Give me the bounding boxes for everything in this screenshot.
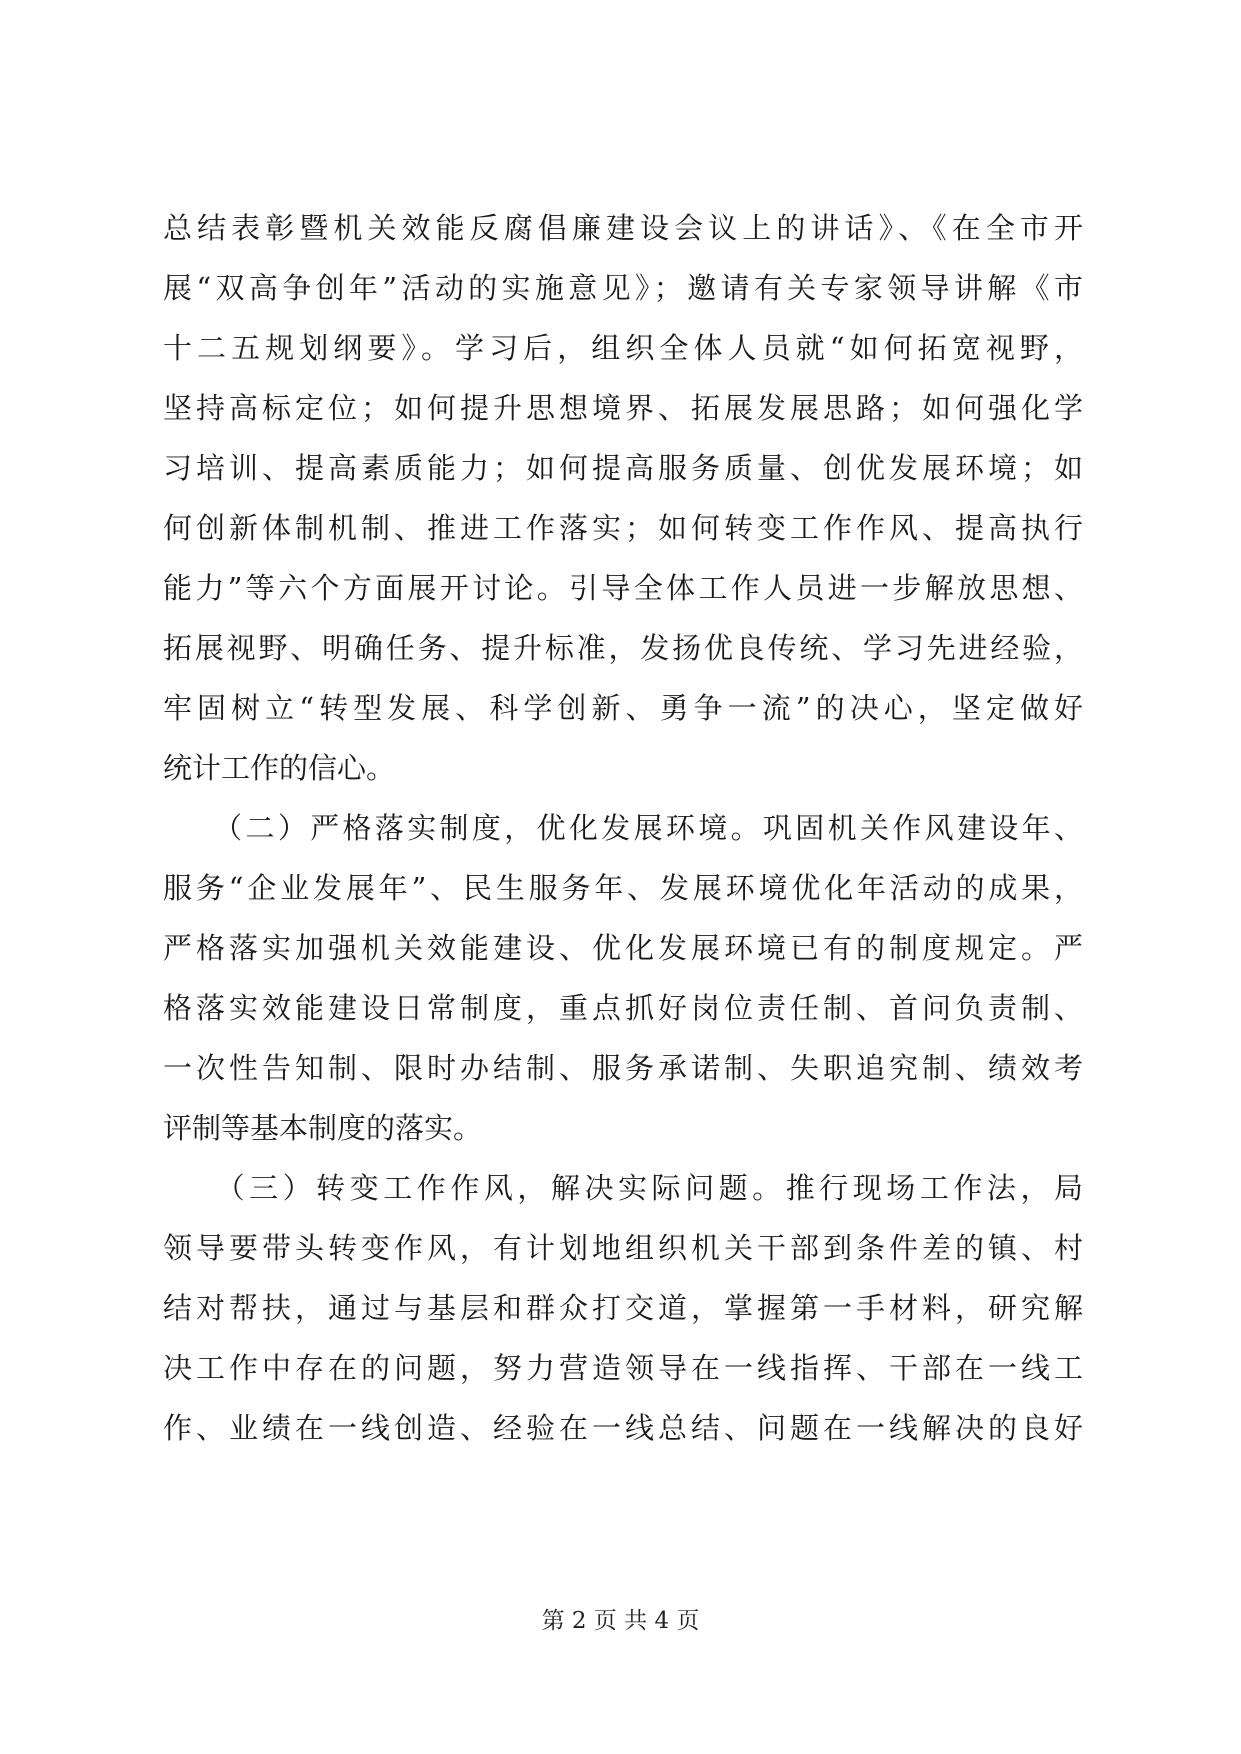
page-number-footer: 第 2 页 共 4 页 bbox=[541, 1608, 700, 1634]
text-line: 领导要带头转变作风，有计划地组织机关干部到条件差的镇、村 bbox=[163, 1231, 1083, 1265]
text-line: 牢固树立“转型发展、科学创新、勇争一流”的决心，坚定做好 bbox=[163, 691, 1083, 725]
text-line: 展“双高争创年”活动的实施意见》；邀请有关专家领导讲解《市 bbox=[163, 271, 1083, 305]
paragraph-1 bbox=[163, 198, 1083, 798]
paragraph-3 bbox=[163, 1158, 1083, 1458]
text-line: 能力”等六个方面展开讨论。引导全体工作人员进一步解放思想、 bbox=[163, 571, 1083, 605]
text-line: 坚持高标定位；如何提升思想境界、拓展发展思路；如何强化学 bbox=[163, 391, 1083, 425]
text-line: 结对帮扶，通过与基层和群众打交道，掌握第一手材料，研究解 bbox=[163, 1291, 1083, 1325]
text-line: 十二五规划纲要》。学习后，组织全体人员就“如何拓宽视野， bbox=[163, 331, 1083, 365]
text-line: 严格落实加强机关效能建设、优化发展环境已有的制度规定。严 bbox=[163, 931, 1083, 965]
text-line: 作、业绩在一线创造、经验在一线总结、问题在一线解决的良好 bbox=[163, 1411, 1083, 1445]
text-line: 格落实效能建设日常制度，重点抓好岗位责任制、首问负责制、 bbox=[163, 991, 1083, 1025]
text-line: 服务“企业发展年”、民生服务年、发展环境优化年活动的成果， bbox=[163, 871, 1083, 905]
paragraph-2 bbox=[163, 798, 1083, 1158]
text-line: 拓展视野、明确任务、提升标准，发扬优良传统、学习先进经验， bbox=[163, 631, 1083, 665]
text-line: 总结表彰暨机关效能反腐倡廉建设会议上的讲话》、《在全市开 bbox=[163, 211, 1083, 245]
text-line: （三）转变工作作风，解决实际问题。推行现场工作法，局 bbox=[163, 1171, 1083, 1205]
text-line: （二）严格落实制度，优化发展环境。巩固机关作风建设年、 bbox=[163, 811, 1083, 845]
document-body bbox=[163, 198, 1083, 1458]
text-line: 统计工作的信心。 bbox=[163, 751, 396, 785]
text-line: 何创新体制机制、推进工作落实；如何转变工作作风、提高执行 bbox=[163, 511, 1083, 545]
text-line: 决工作中存在的问题，努力营造领导在一线指挥、干部在一线工 bbox=[163, 1351, 1083, 1385]
text-line: 一次性告知制、限时办结制、服务承诺制、失职追究制、绩效考 bbox=[163, 1051, 1083, 1085]
text-line: 评制等基本制度的落实。 bbox=[163, 1111, 483, 1145]
text-line: 习培训、提高素质能力；如何提高服务质量、创优发展环境；如 bbox=[163, 451, 1083, 485]
